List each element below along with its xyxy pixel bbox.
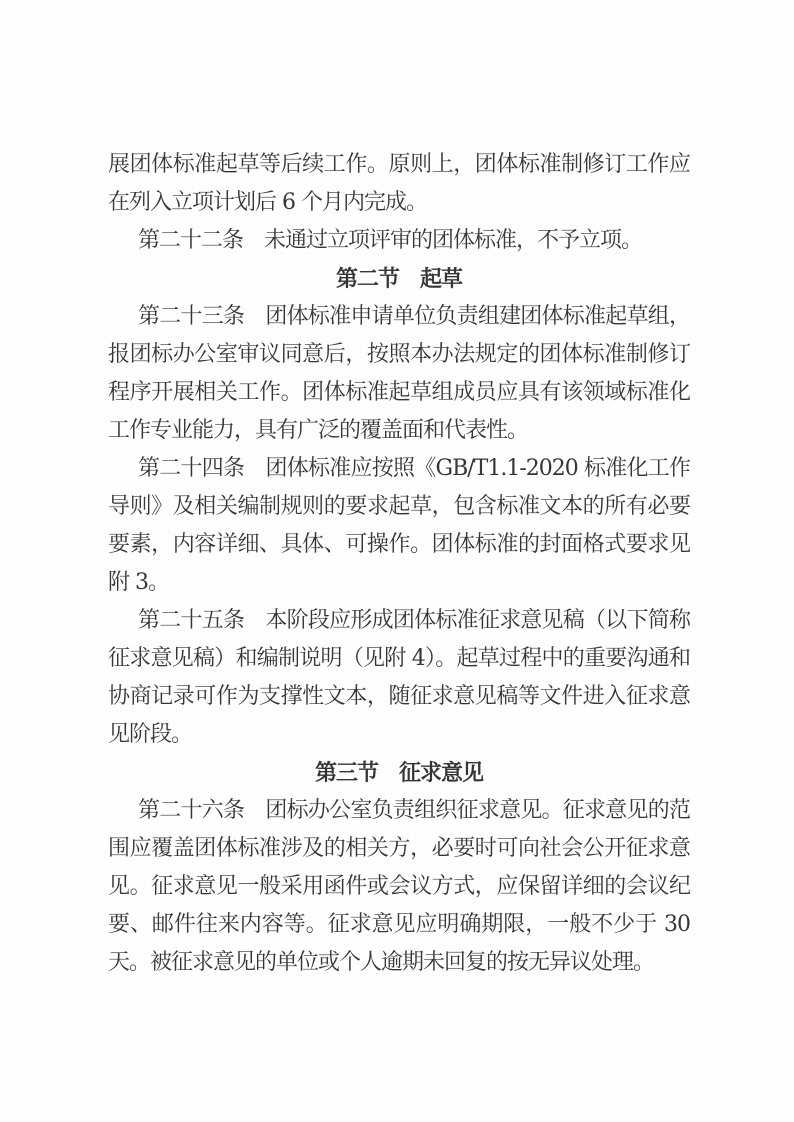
document-text-block: [108, 146, 690, 982]
section-heading-3-soliciting-opinions: 第三节 征求意见: [314, 760, 483, 786]
paragraph-article-22: 第二十二条 未通过立项评审的团体标准，不予立项。: [138, 228, 643, 253]
paragraph-continuation: 展团体标准起草等后续工作。原则上，团体标准制修订工作应在列入立项计划后 6 个月内完成。: [108, 152, 690, 215]
paragraph-article-26: 第二十六条 团标办公室负责组织征求意见。征求意见的范围应覆盖团体标准涉及的相关方，必要时可向社会公开征求意见。征求意见一般采用函件或会议方式，应保留详细的会议纪要、邮件往来内容等。征求意见应明确期限，一般不少于 30 天。被征求意见的单位或个人逾期未回复的按无异议处理。: [108, 798, 690, 975]
paragraph-article-23: 第二十三条 团体标准申请单位负责组建团体标准起草组，报团标办公室审议同意后，按照本办法规定的团体标准制修订程序开展相关工作。团体标准起草组成员应具有该领域标准化工作专业能力，具有广泛的覆盖面和代表性。: [108, 304, 690, 443]
paragraph-article-24: 第二十四条 团体标准应按照《GB/T1.1-2020 标准化工作导则》及相关编制规则的要求起草，包含标准文本的所有必要要素，内容详细、具体、可操作。团体标准的封面格式要求见附 3。: [108, 456, 690, 595]
section-heading-2-drafting: 第二节 起草: [335, 266, 462, 292]
paragraph-article-25: 第二十五条 本阶段应形成团体标准征求意见稿（以下简称征求意见稿）和编制说明（见附 4）。起草过程中的重要沟通和协商记录可作为支撑性文本，随征求意见稿等文件进入征求意见阶段。: [108, 608, 690, 747]
